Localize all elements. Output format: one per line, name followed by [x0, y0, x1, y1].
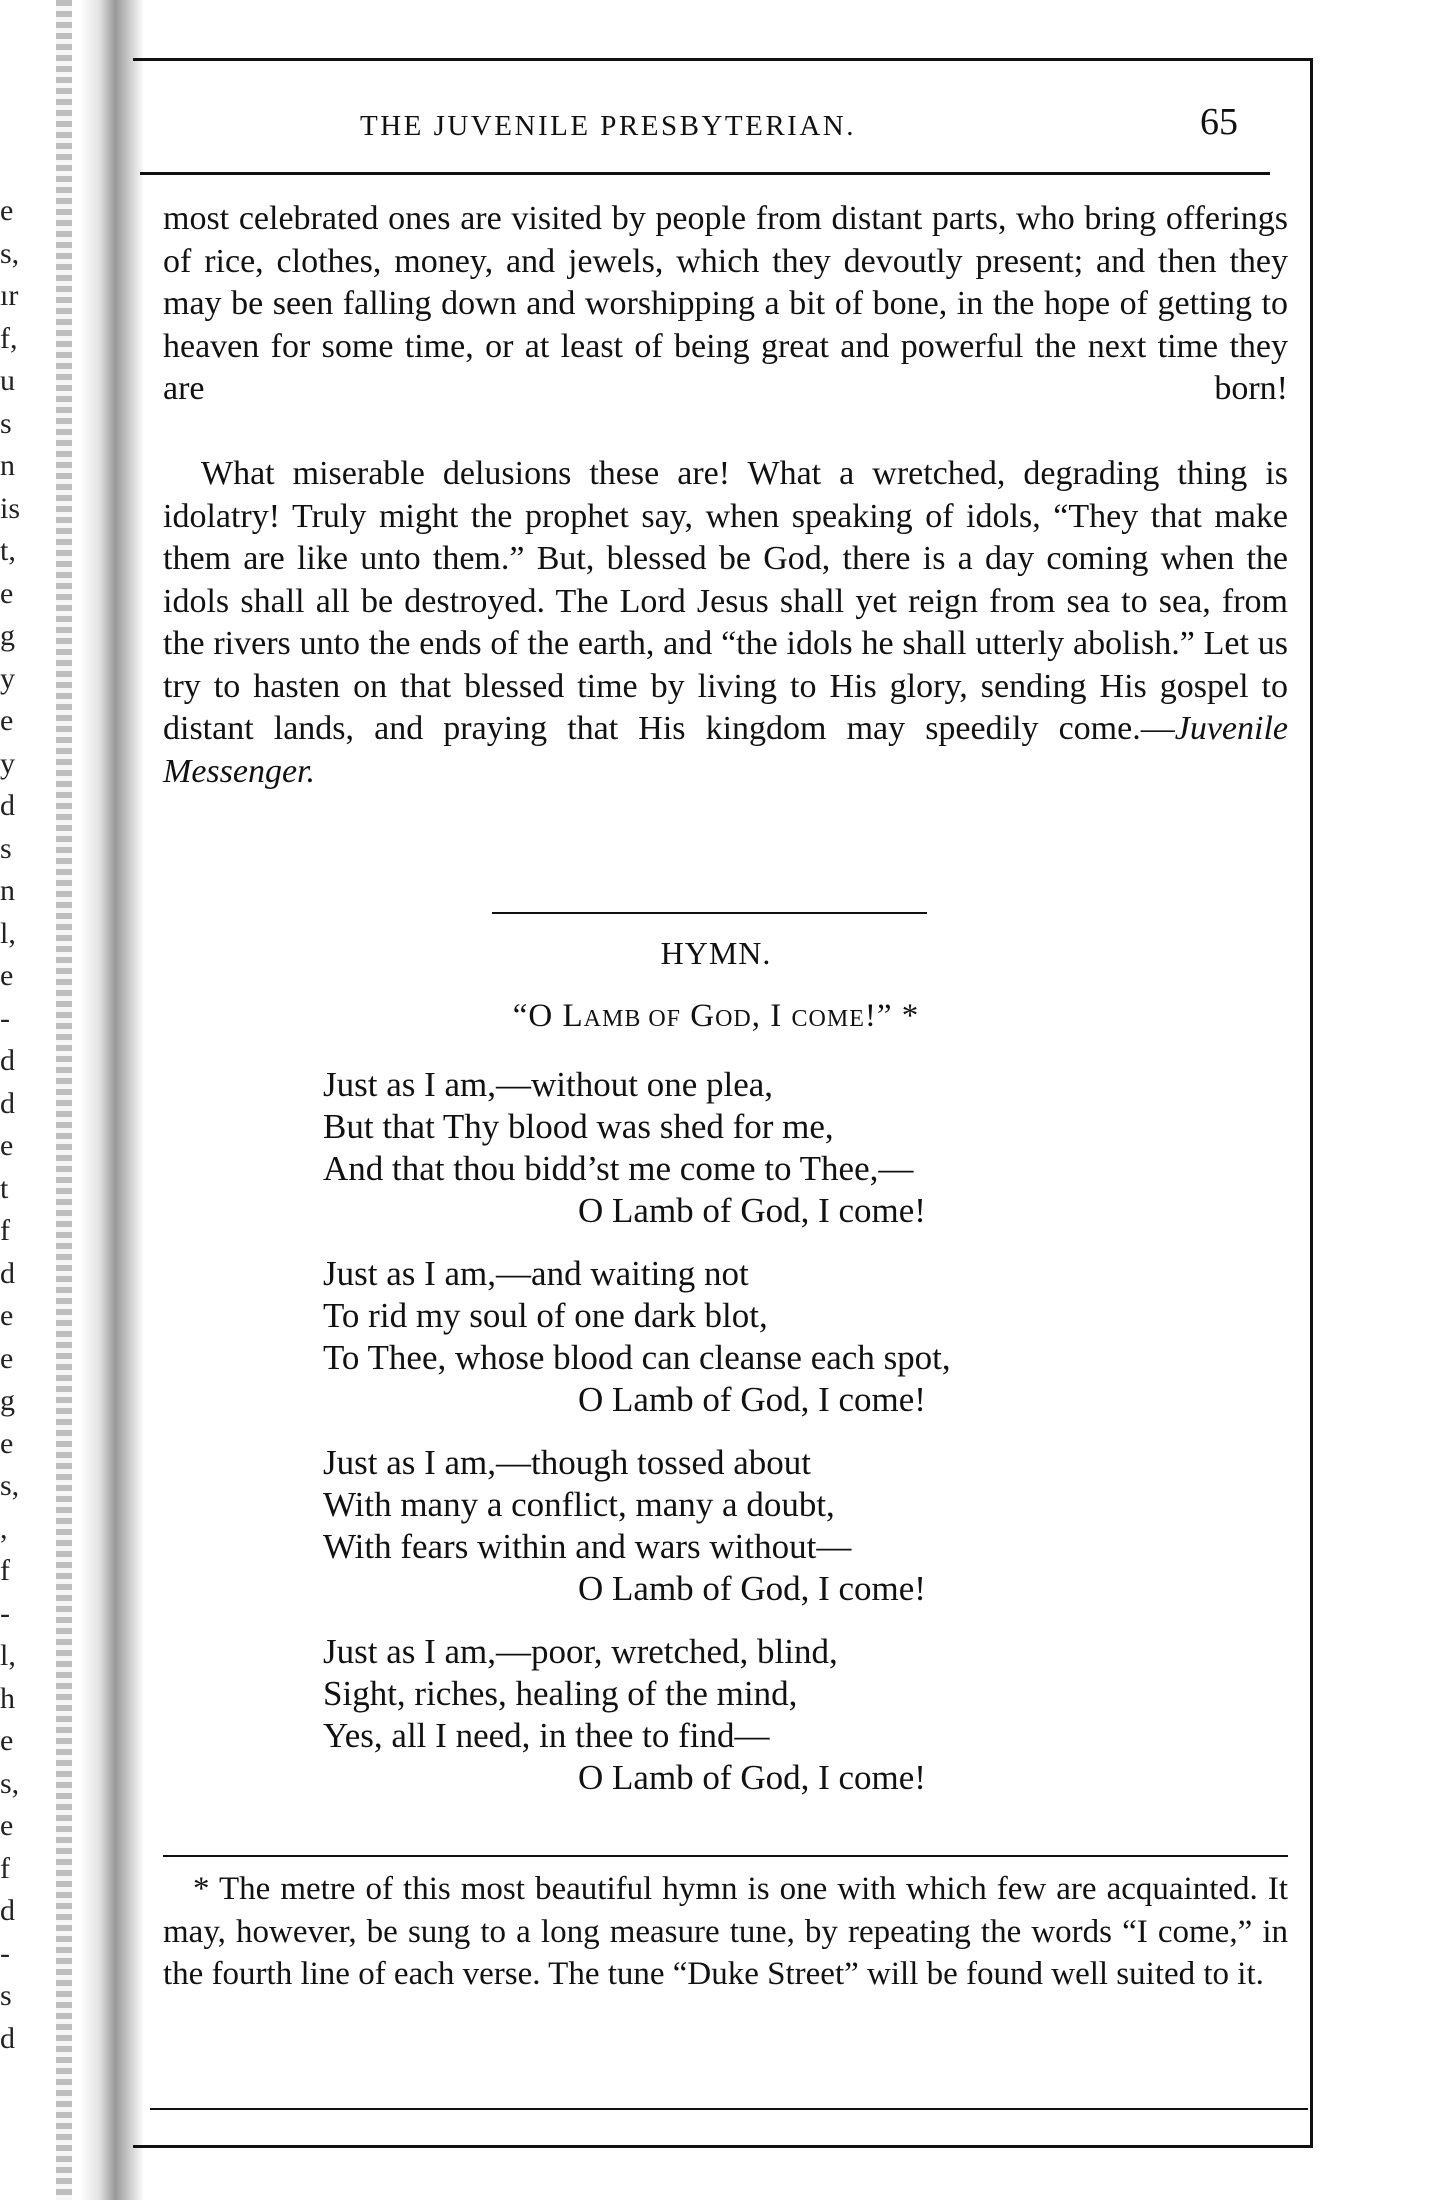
- margin-fragment: n: [0, 449, 15, 482]
- margin-fragment: -: [0, 1001, 10, 1035]
- margin-fragment: f: [0, 1851, 10, 1885]
- margin-fragment: e: [0, 1426, 14, 1460]
- margin-fragment: e: [0, 1724, 14, 1757]
- margin-fragment: e: [0, 194, 14, 227]
- verse-line: And that thou bidd’st me come to Thee,—: [323, 1149, 914, 1188]
- page-header: [160, 100, 1270, 160]
- margin-fragment: d: [0, 1086, 15, 1120]
- verse-refrain: O Lamb of God, I come!: [578, 1191, 926, 1230]
- margin-fragment: ır: [0, 279, 19, 312]
- verse-line: But that Thy blood was shed for me,: [323, 1107, 834, 1146]
- margin-fragment: s: [0, 406, 12, 440]
- margin-fragment: -: [0, 1596, 10, 1630]
- footnote: [163, 1868, 1288, 1996]
- header-rule: [140, 172, 1270, 175]
- margin-fragment: l,: [0, 1639, 16, 1672]
- page-number: 65: [1200, 101, 1238, 143]
- article-paragraph: [163, 453, 1288, 836]
- verse-line: To rid my soul of one dark blot,: [323, 1296, 768, 1335]
- article-paragraph-text: What miserable delusions these are! What a wretched, degrading thing is idolatry! Truly might the prophet say, when speaking of idols, “They that make them are like unto them.” But, blessed be God, there is a day coming when the idols shall all be destroyed. The Lord Jesus shall yet reign from sea to sea, from the rivers unto the ends of the earth, and “the idols he shall utterly abolish.” Let us try to hasten on that blessed time by living to His glory, sending His gospel to distant lands, and praying that His kingdom may speedily come.—: [163, 455, 1288, 747]
- margin-fragment: l,: [0, 916, 16, 950]
- hymn-heading: HYMN.: [660, 935, 772, 971]
- hymn-verse: [323, 1064, 951, 1232]
- previous-page-margin-fragments: [0, 190, 34, 2060]
- verse-line: Just as I am,—without one plea,: [323, 1065, 774, 1104]
- verse-line: To Thee, whose blood can cleanse each spot,: [323, 1338, 951, 1377]
- margin-fragment: e: [0, 1129, 14, 1162]
- margin-fragment: s: [0, 831, 12, 865]
- hymn-subtitle-part: OD: [715, 1006, 752, 1032]
- margin-fragment: ,: [0, 1511, 8, 1545]
- hymn-subtitle-part: G: [681, 998, 716, 1034]
- margin-fragment: is: [0, 491, 21, 525]
- margin-fragment: e: [0, 1341, 14, 1375]
- margin-fragment: -: [0, 1936, 10, 1970]
- page-frame-bottom-inner-rule: [150, 2108, 1308, 2110]
- footnote-text: * The metre of this most beautiful hymn is one with which few are acquainted. It may, however, be sung to a long measure tune, by repeating the words “I come,” in the fourth line of each verse. The tune “Duke Street” will be found well suited to it.: [163, 1871, 1288, 1992]
- verse-refrain: O Lamb of God, I come!: [578, 1758, 926, 1797]
- margin-fragment: e: [0, 576, 14, 610]
- hymn-subtitle-part: “O L: [512, 998, 584, 1034]
- hymn-subtitle-part: COME: [791, 1006, 865, 1032]
- hymn-verses: [323, 1064, 951, 1820]
- margin-fragment: g: [0, 619, 15, 652]
- verse-refrain: O Lamb of God, I come!: [578, 1569, 926, 1608]
- hymn-verse: [323, 1442, 951, 1610]
- margin-fragment: s: [0, 1979, 12, 2012]
- margin-fragment: s,: [0, 1766, 20, 1800]
- margin-fragment: d: [0, 2021, 15, 2055]
- verse-line: With many a conflict, many a doubt,: [323, 1485, 835, 1524]
- verse-line: Just as I am,—poor, wretched, blind,: [323, 1632, 838, 1671]
- margin-fragment: t,: [0, 534, 16, 567]
- verse-line: With fears within and wars without—: [323, 1527, 852, 1566]
- article-source: Juvenile Messenger.: [163, 710, 1288, 790]
- section-divider: [492, 912, 927, 914]
- article-paragraph: most celebrated ones are visited by people from distant parts, who bring offerings of rice, clothes, money, and jewels, which they devoutly present; and then they may be seen falling down and worshipping a bit of bone, in the hope of getting to heaven for some time, or at least of being great and powerful the next time they are born!: [163, 200, 1288, 407]
- margin-fragment: t: [0, 1171, 9, 1205]
- margin-fragment: e: [0, 1299, 14, 1332]
- margin-fragment: n: [0, 874, 15, 907]
- margin-fragment: d: [0, 789, 15, 822]
- margin-fragment: f: [0, 1214, 10, 1247]
- verse-refrain: O Lamb of God, I come!: [578, 1380, 926, 1419]
- margin-fragment: f: [0, 1554, 10, 1587]
- hymn-verse: [323, 1253, 951, 1421]
- margin-fragment: h: [0, 1681, 15, 1715]
- margin-fragment: s,: [0, 236, 20, 270]
- margin-fragment: e: [0, 959, 14, 992]
- margin-fragment: d: [0, 1044, 15, 1077]
- running-title: THE JUVENILE PRESBYTERIAN.: [360, 110, 856, 142]
- margin-fragment: y: [0, 746, 15, 780]
- hymn-subtitle-part: , I: [751, 998, 792, 1034]
- hymn-subtitle-part: AMB OF: [583, 1006, 681, 1032]
- article-body: [163, 198, 1288, 836]
- margin-fragment: e: [0, 1809, 14, 1842]
- footnote-divider: [163, 1855, 1288, 1857]
- verse-line: Just as I am,—and waiting not: [323, 1254, 749, 1293]
- margin-fragment: y: [0, 661, 15, 695]
- page-gutter-shadow: [56, 0, 72, 2200]
- margin-fragment: g: [0, 1384, 15, 1417]
- verse-line: Yes, all I need, in thee to find—: [323, 1716, 770, 1755]
- margin-fragment: d: [0, 1256, 15, 1290]
- hymn-verse: [323, 1631, 951, 1799]
- margin-fragment: s,: [0, 1469, 20, 1502]
- hymn-subtitle: [0, 998, 1432, 1035]
- verse-line: Just as I am,—though tossed about: [323, 1443, 812, 1482]
- margin-fragment: e: [0, 704, 14, 737]
- verse-line: Sight, riches, healing of the mind,: [323, 1674, 798, 1713]
- margin-fragment: u: [0, 364, 15, 397]
- margin-fragment: f,: [0, 321, 18, 355]
- hymn-subtitle-part: !” *: [864, 998, 920, 1034]
- margin-fragment: d: [0, 1894, 15, 1927]
